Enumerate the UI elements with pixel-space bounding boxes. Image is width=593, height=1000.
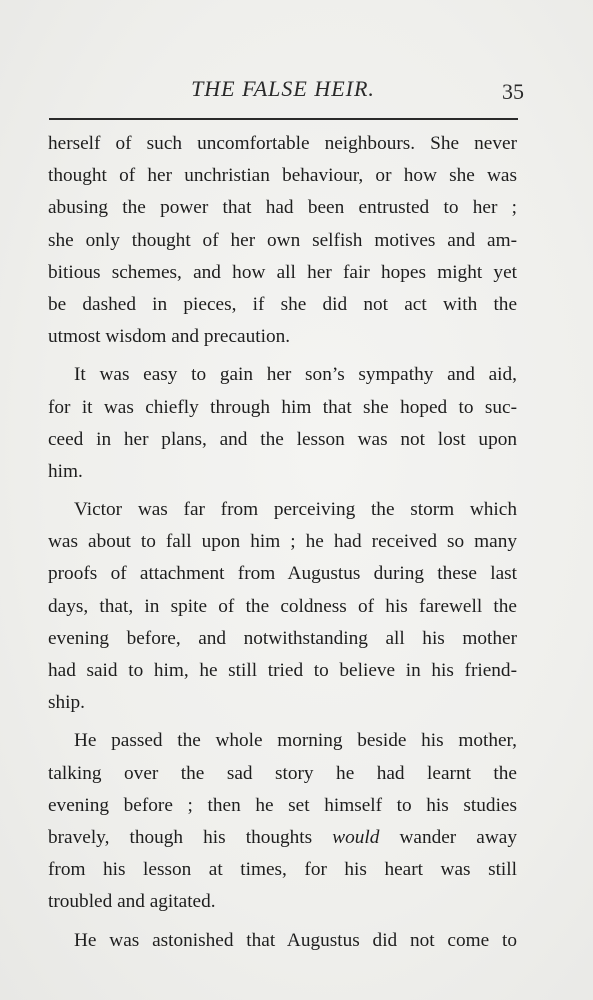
text-line: troubled and agitated.: [48, 891, 216, 913]
text-line: Victor was far from perceiving the storm which: [74, 499, 517, 521]
header-rule: [49, 118, 518, 120]
page-number: 35: [502, 79, 524, 104]
text-line: It was easy to gain her son’s sympathy and aid,: [74, 364, 517, 386]
text-line: talking over the sad story he had learnt the: [48, 762, 517, 784]
emphasis-segment: would: [332, 826, 380, 848]
text-line: He was astonished that Augustus did not come to: [74, 929, 517, 951]
text-segment: bravely, though his thoughts: [48, 826, 333, 848]
text-line: abusing the power that had been entrusted to her ;: [48, 197, 517, 219]
paragraph: [48, 925, 517, 957]
running-title: THE FALSE HEIR.: [191, 76, 375, 101]
text-line: from his lesson at times, for his heart was still: [48, 859, 517, 881]
text-line: was about to fall upon him ; he had received so many: [48, 531, 517, 553]
text-line: him.: [48, 460, 83, 482]
paragraph: [48, 725, 517, 918]
text-line: be dashed in pieces, if she did not act with the: [48, 293, 517, 315]
text-line: she only thought of her own selfish motives and am-: [48, 229, 517, 251]
text-line: for it was chiefly through him that she hoped to suc-: [48, 396, 517, 418]
running-head: [48, 76, 524, 106]
text-line: evening before, and notwithstanding all his mother: [48, 627, 517, 649]
text-line-mixed: [48, 822, 517, 854]
text-line: thought of her unchristian behaviour, or how she was: [48, 165, 517, 187]
paragraph: [48, 359, 517, 488]
text-line: ship.: [48, 692, 85, 714]
paragraph: [48, 128, 517, 353]
text-line: evening before ; then he set himself to his studies: [48, 794, 517, 816]
text-line: proofs of attachment from Augustus during these last: [48, 563, 517, 585]
text-line: bitious schemes, and how all her fair hopes might yet: [48, 261, 517, 283]
text-line: He passed the whole morning beside his mother,: [74, 730, 517, 752]
text-line: days, that, in spite of the coldness of his farewell the: [48, 595, 517, 617]
paragraph: [48, 494, 517, 719]
text-segment: wander away: [379, 826, 517, 848]
body-text: [48, 128, 517, 957]
text-line: ceed in her plans, and the lesson was not lost upon: [48, 428, 517, 450]
text-line: utmost wisdom and precaution.: [48, 326, 291, 348]
text-line: had said to him, he still tried to believe in his friend-: [48, 660, 517, 681]
text-line: herself of such uncomfortable neighbours. She never: [48, 133, 517, 154]
